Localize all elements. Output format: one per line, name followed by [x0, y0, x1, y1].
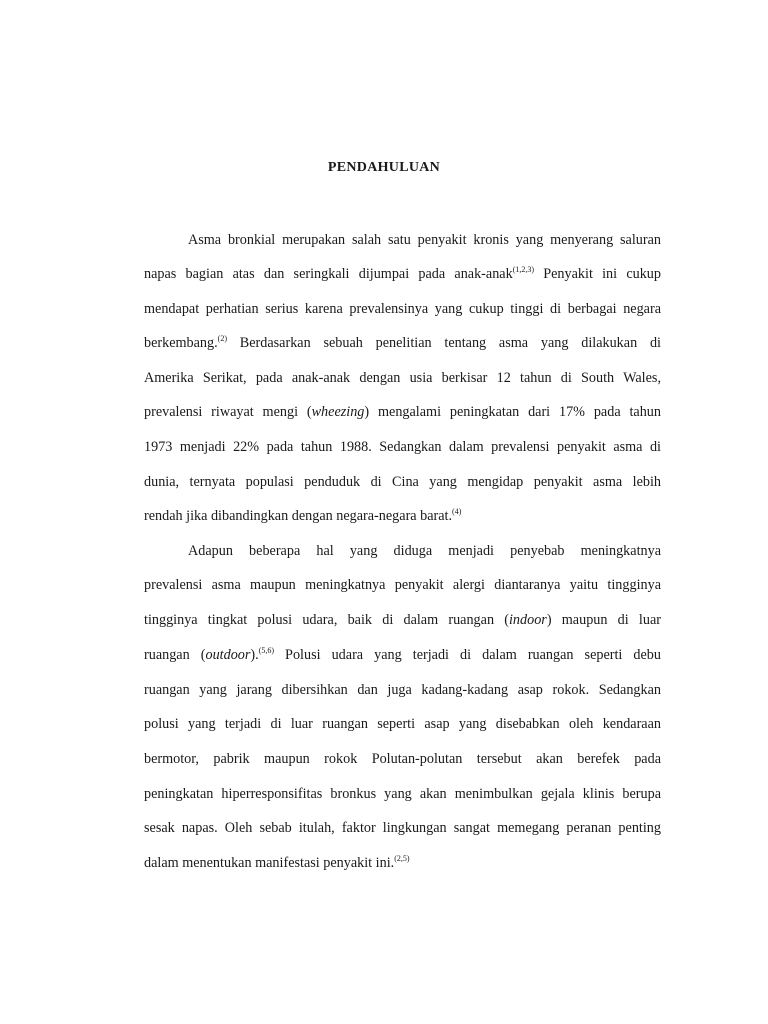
- text-segment: dunia, ternyata populasi penduduk di Cina yang mengidap penyakit asma lebih: [144, 474, 661, 490]
- text-segment: sesak napas. Oleh sebab itulah, faktor lingkungan sangat memegang peranan penting: [144, 820, 661, 836]
- text-line: [144, 714, 661, 734]
- text-line: [144, 333, 661, 353]
- italic-term: wheezing: [311, 404, 365, 420]
- text-segment: rendah jika dibandingkan dengan negara-negara barat.: [144, 508, 453, 524]
- citation-superscript: (2): [217, 334, 227, 343]
- text-segment: prevalensi riwayat mengi (: [144, 404, 312, 420]
- text-segment: peningkatan hiperresponsifitas bronkus yang akan menimbulkan gejala klinis berupa: [144, 786, 661, 802]
- text-segment: berkembang.: [144, 335, 218, 351]
- text-line: [144, 264, 661, 284]
- text-segment: dalam menentukan manifestasi penyakit ini.: [144, 855, 395, 871]
- text-segment: Asma bronkial merupakan salah satu penyakit kronis yang menyerang saluran: [188, 232, 661, 248]
- text-segment: ).: [250, 647, 259, 663]
- text-line: [188, 230, 661, 250]
- text-segment: bermotor, pabrik maupun rokok Polutan-polutan tersebut akan berefek pada: [144, 751, 661, 767]
- text-segment: napas bagian atas dan seringkali dijumpai pada anak-anak: [144, 266, 513, 282]
- text-segment: Penyakit ini cukup: [534, 266, 661, 282]
- text-line: [144, 818, 661, 838]
- text-line: [144, 402, 661, 422]
- text-segment: tingginya tingkat polusi udara, baik di dalam ruangan (: [144, 612, 509, 628]
- text-segment: ruangan yang jarang dibersihkan dan juga kadang-kadang asap rokok. Sedangkan: [144, 682, 661, 698]
- text-line: [144, 853, 661, 873]
- page-title: PENDAHULUAN: [327, 160, 441, 175]
- citation-superscript: (4): [452, 507, 462, 516]
- text-segment: polusi yang terjadi di luar ruangan seperti asap yang disebabkan oleh kendaraan: [144, 716, 661, 732]
- text-line: [144, 472, 661, 492]
- text-segment: Amerika Serikat, pada anak-anak dengan usia berkisar 12 tahun di South Wales,: [144, 370, 661, 386]
- text-line: [188, 541, 661, 561]
- text-segment: Berdasarkan sebuah penelitian tentang asma yang dilakukan di: [227, 335, 661, 351]
- text-line: [144, 749, 661, 769]
- text-line: [144, 437, 661, 457]
- text-line: [144, 645, 661, 665]
- text-segment: ruangan (: [144, 647, 206, 663]
- text-line: [144, 784, 661, 804]
- text-segment: Polusi udara yang terjadi di dalam ruangan seperti debu: [274, 647, 661, 663]
- text-segment: Adapun beberapa hal yang diduga menjadi penyebab meningkatnya: [188, 543, 661, 559]
- citation-superscript: (5,6): [258, 646, 275, 655]
- text-segment: 1973 menjadi 22% pada tahun 1988. Sedangkan dalam prevalensi penyakit asma di: [144, 439, 661, 455]
- text-line: [144, 575, 661, 595]
- citation-superscript: (2,5): [394, 854, 410, 863]
- italic-term: outdoor: [205, 647, 251, 663]
- text-segment: prevalensi asma maupun meningkatnya penyakit alergi diantaranya yaitu tingginya: [144, 577, 661, 593]
- text-line: [144, 506, 661, 526]
- citation-superscript: (1,2,3): [512, 265, 535, 274]
- text-segment: ) maupun di luar: [546, 612, 661, 628]
- text-line: [144, 610, 661, 630]
- text-line: [144, 299, 661, 319]
- text-line: [144, 368, 661, 388]
- text-segment: mendapat perhatian serius karena prevalensinya yang cukup tinggi di berbagai negara: [144, 301, 661, 317]
- text-segment: ) mengalami peningkatan dari 17% pada tahun: [364, 404, 661, 420]
- italic-term: indoor: [508, 612, 547, 628]
- text-line: [144, 680, 661, 700]
